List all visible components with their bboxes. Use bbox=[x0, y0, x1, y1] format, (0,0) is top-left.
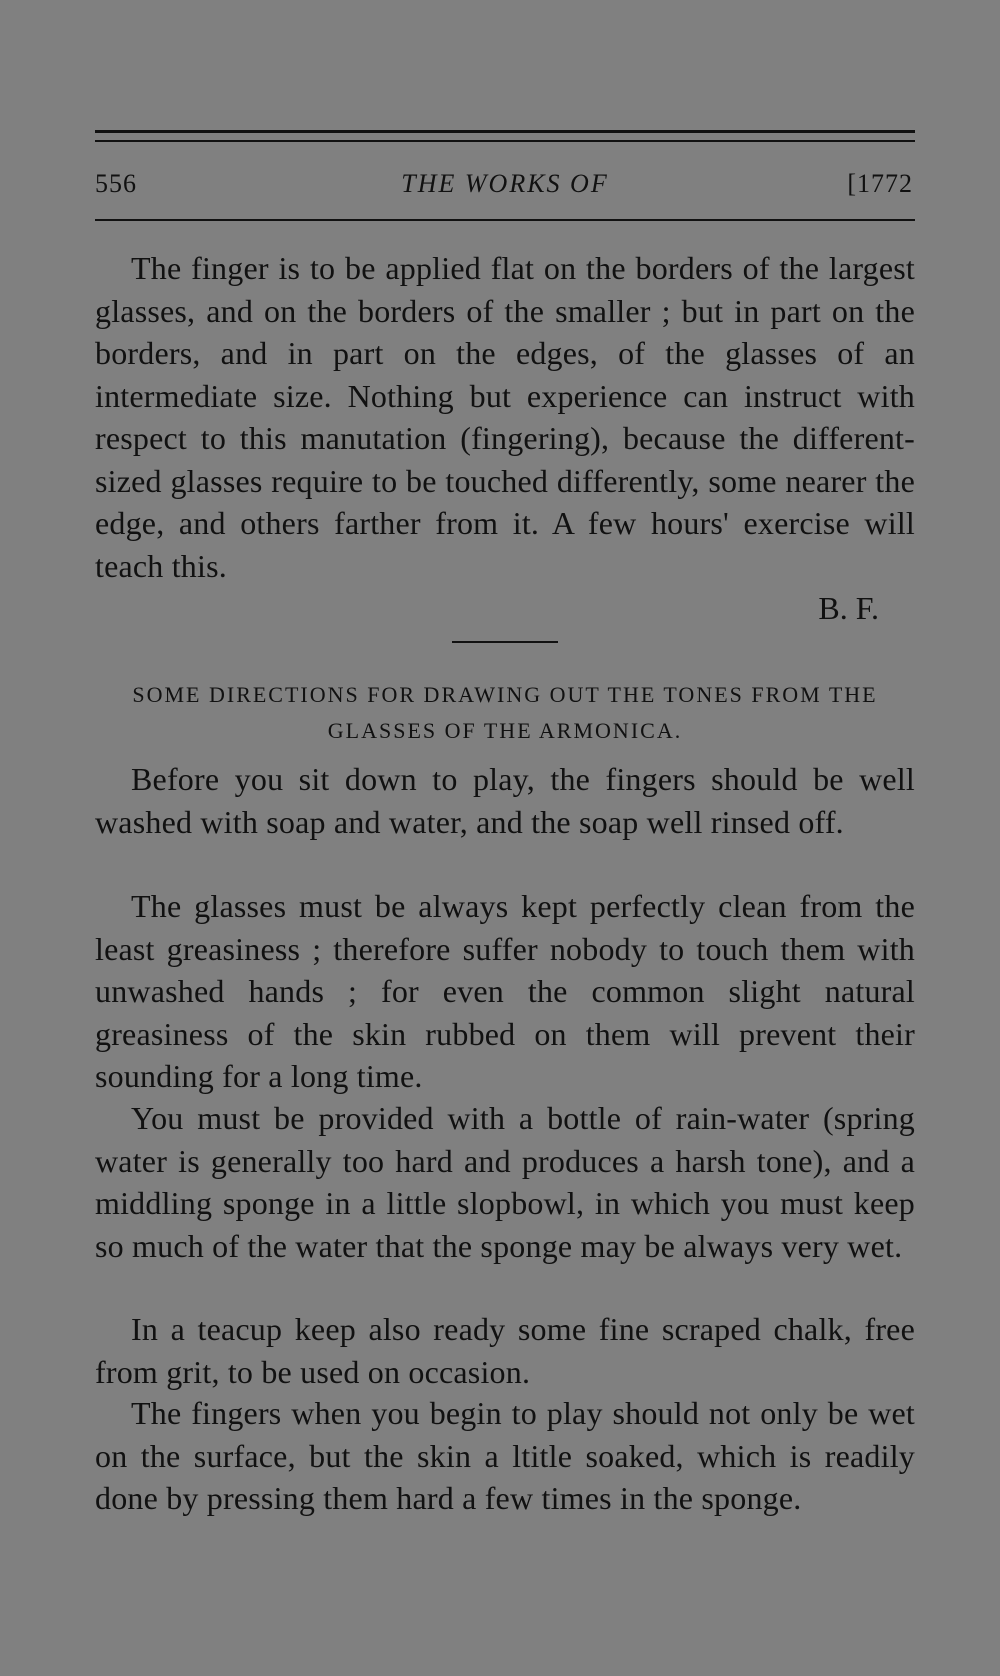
running-title: THE WORKS OF bbox=[401, 169, 609, 198]
section-divider bbox=[452, 641, 558, 643]
paragraph-cleanliness: The glasses must be always kept perfectly clean from the least greasiness ; therefore suffer nobody to touch them with unwashed hands ; for even the common slight natural greasiness of the skin rubbed on them will prevent their sounding for a long time. bbox=[95, 888, 915, 1094]
paragraph-rain-water: You must be provided with a bottle of rain-water (spring water is generally too hard and produces a harsh tone), and a middling sponge in a little slopbowl, in which you must keep so much of the water that the sponge may be always very wet. bbox=[95, 1100, 915, 1264]
top-double-rule-lower bbox=[95, 140, 915, 142]
paragraph-washing: Before you sit down to play, the fingers should be well washed with soap and water, and the soap well rinsed off. bbox=[95, 761, 915, 840]
running-year: [1772 bbox=[847, 169, 913, 198]
page-number: 556 bbox=[95, 169, 137, 198]
book-page bbox=[95, 0, 915, 1676]
section-heading: SOME DIRECTIONS FOR DRAWING OUT THE TONES FROM THE GLASSES OF THE ARMONICA. bbox=[132, 682, 878, 743]
running-head bbox=[95, 166, 915, 202]
signature-initials: B. F. bbox=[818, 590, 879, 626]
header-rule bbox=[95, 219, 915, 221]
paragraph-soaked-fingers: The fingers when you begin to play should not only be wet on the surface, but the skin a ltitle soaked, which is readily done by pressing them hard a few times in the sponge. bbox=[95, 1395, 915, 1516]
top-double-rule-upper bbox=[95, 130, 915, 133]
paragraph-fingering: The finger is to be applied flat on the borders of the largest glasses, and on the borders of the smaller ; but in part on the borders, and in part on the edges, of the glasses of an intermediate size. Nothing but experience can instruct with respect to this manutation (fingering), because the different-sized glasses require to be touched differently, some nearer the edge, and others farther from it. A few hours' exercise will teach this. bbox=[95, 250, 915, 584]
paragraph-chalk: In a teacup keep also ready some fine scraped chalk, free from grit, to be used on occasion. bbox=[95, 1311, 915, 1390]
